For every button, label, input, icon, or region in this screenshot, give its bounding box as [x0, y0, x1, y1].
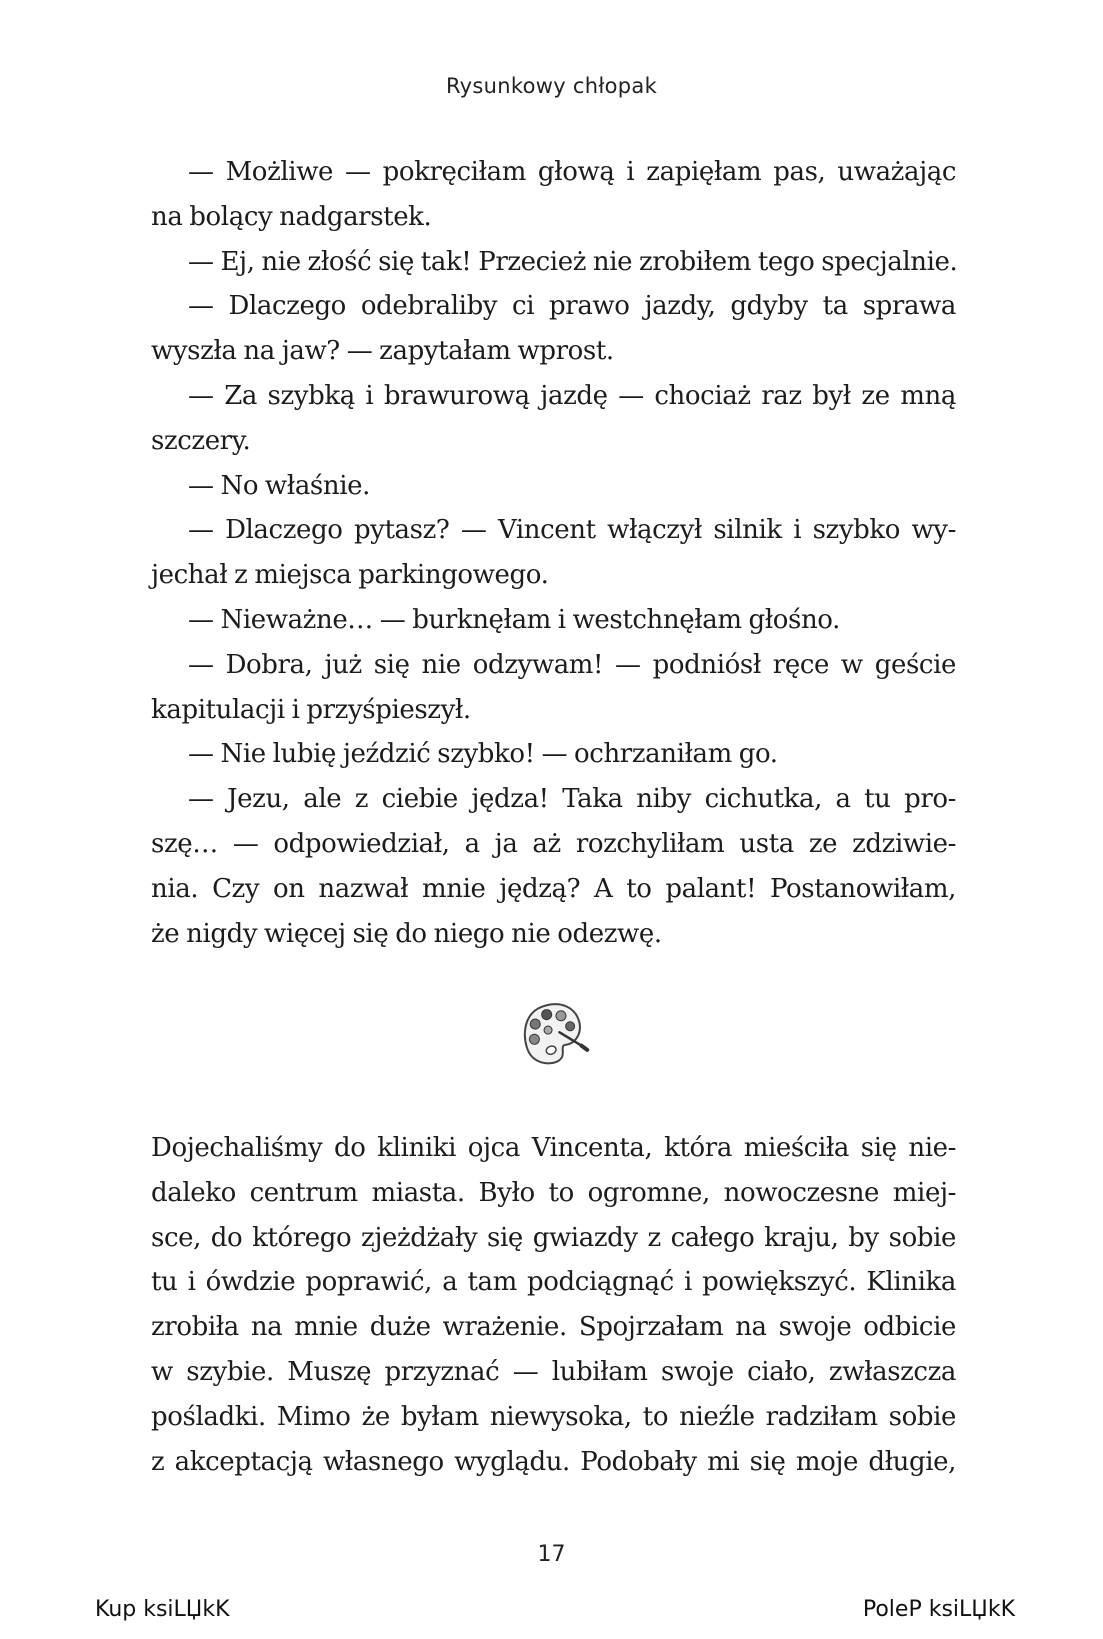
text-line: pośladki. Mimo że byłam niewysoka, to nieźle radziłam sobie	[151, 1401, 956, 1432]
narrative-section	[151, 1126, 956, 1484]
text-line: jechał z miejsca parkingowego.	[151, 560, 549, 591]
text-line: — Dlaczego odebraliby ci prawo jazdy, gdyby ta sprawa	[188, 291, 956, 322]
text-line: kapitulacji i przyśpieszył.	[151, 694, 471, 725]
text-line: — Jezu, ale z ciebie jędza! Taka niby cichutka, a tu pro-	[188, 784, 956, 815]
buy-book-link[interactable]: Kup ksiLЏkK	[95, 1597, 230, 1622]
dialogue-section	[151, 150, 956, 956]
text-line: — Możliwe — pokręciłam głową i zapięłam pas, uważając	[188, 157, 956, 187]
text-line: — No właśnie.	[188, 470, 370, 501]
text-line: zrobiła na mnie duże wrażenie. Spojrzałam na swoje odbicie	[151, 1312, 956, 1343]
text-line: tu i ówdzie poprawić, a tam podciągnąć i powiększyć. Klinika	[151, 1267, 956, 1298]
text-line: — Ej, nie złość się tak! Przecież nie zrobiłem tego specjalnie.	[188, 246, 958, 277]
text-line: — Dobra, już się nie odzywam! — podniósł ręce w geście	[188, 649, 956, 680]
text-line: — Nieważne… — burknęłam i westchnęłam głośno.	[188, 604, 840, 635]
text-line: — Za szybką i brawurową jazdę — chociaż raz był ze mną	[188, 380, 956, 411]
text-line: Dojechaliśmy do kliniki ojca Vincenta, która mieściła się nie-	[151, 1133, 956, 1163]
text-line: wyszła na jaw? — zapytałam wprost.	[151, 336, 614, 367]
page-number: 17	[537, 1542, 566, 1567]
running-header: Rysunkowy chłopak	[445, 74, 658, 98]
text-line: szę… — odpowiedział, a ja aż rozchyliłam usta ze zdziwie-	[151, 828, 956, 859]
text-line: daleko centrum miasta. Było to ogromne, nowoczesne miej-	[151, 1177, 956, 1208]
recommend-book-link[interactable]: PoleP ksiLЏkK	[862, 1597, 1015, 1622]
text-line: — Dlaczego pytasz? — Vincent włączył silnik i szybko wy-	[188, 515, 956, 546]
text-line: że nigdy więcej się do niego nie odezwę.	[151, 918, 662, 949]
paint-palette-icon	[512, 995, 592, 1075]
text-line: w szybie. Muszę przyznać — lubiłam swoje ciało, zwłaszcza	[151, 1356, 956, 1387]
text-line: szczery.	[151, 425, 251, 456]
text-line: — Nie lubię jeździć szybko! — ochrzaniłam go.	[188, 739, 778, 770]
text-line: sce, do którego zjeżdżały się gwiazdy z całego kraju, by sobie	[151, 1222, 956, 1253]
text-line: z akceptacją własnego wyglądu. Podobały mi się moje długie,	[151, 1446, 956, 1477]
text-line: nia. Czy on nazwał mnie jędzą? A to palant! Postanowiłam,	[151, 873, 956, 904]
text-line: na bolący nadgarstek.	[151, 201, 432, 232]
